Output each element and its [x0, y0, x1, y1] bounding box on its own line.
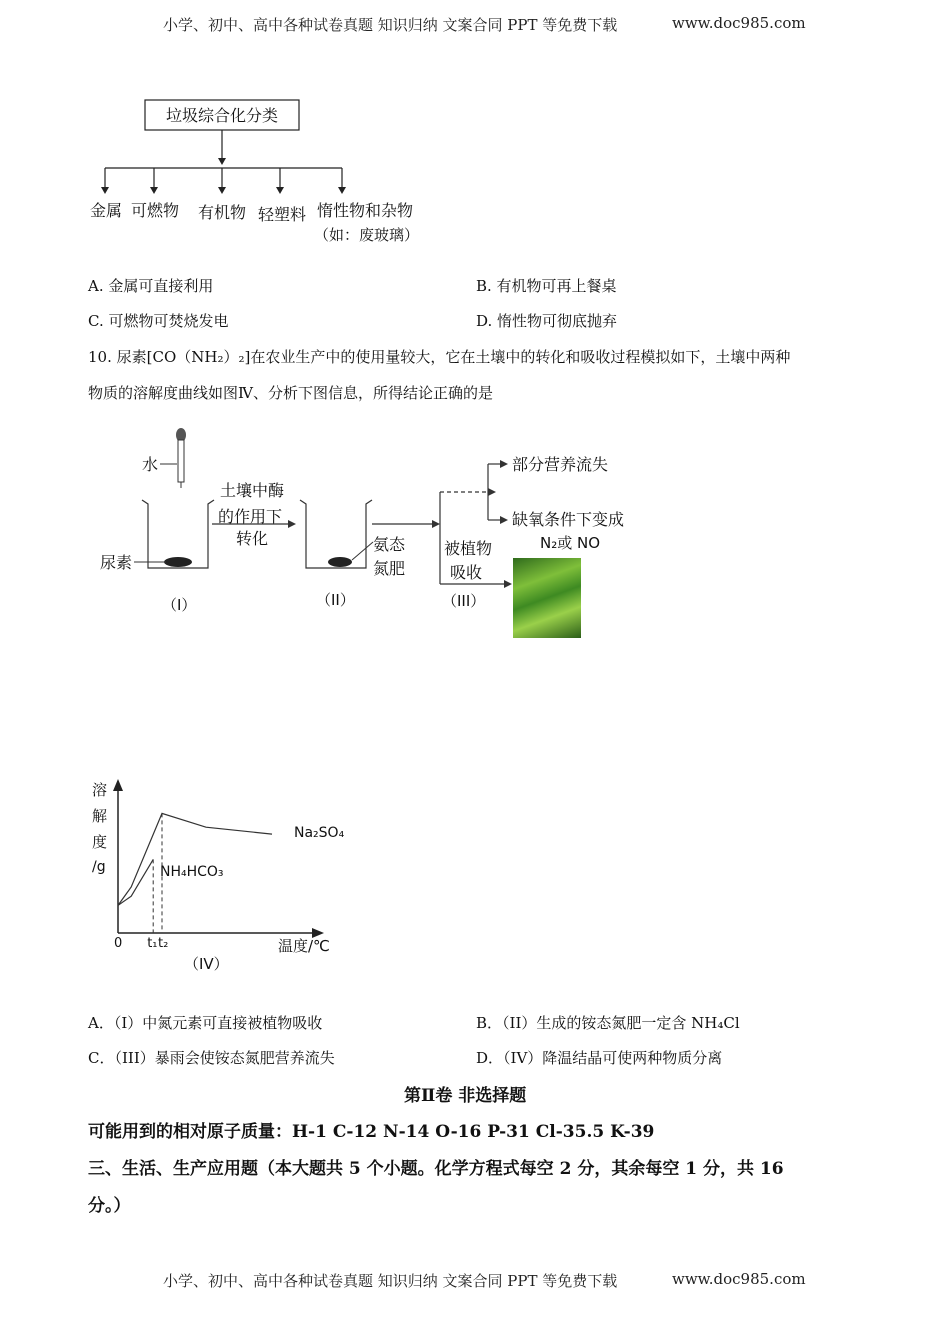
branch-arrows [105, 168, 342, 188]
solubility-chart [88, 775, 358, 980]
garbage-classification-diagram [80, 90, 440, 250]
q9-option-d: D. 惰性物可彻底抛弃 [476, 312, 618, 330]
absorb-line1: 被植物 [444, 539, 493, 558]
root-label: 垃圾综合化分类 [165, 106, 279, 125]
loss-label: 部分营养流失 [512, 455, 609, 474]
ammonium-solid [328, 557, 352, 567]
footer-link[interactable]: www.doc985.com [672, 1270, 806, 1288]
enzyme-line1: 土壤中酶 [220, 481, 285, 500]
q10-option-d: D．（IV）降温结晶可使两种物质分离 [476, 1049, 723, 1067]
q9-option-c: C. 可燃物可焚烧发电 [88, 312, 229, 330]
item-plastic: 轻塑料 [258, 205, 307, 224]
header-link[interactable]: www.doc985.com [672, 14, 806, 32]
dropper-icon [176, 428, 186, 488]
plant-image [513, 558, 581, 638]
label-I: （I） [162, 596, 197, 614]
part3-heading-line1: 三、生活、生产应用题（本大题共 5 个小题。化学方程式每空 2 分，其余每空 1 分，共 16 [88, 1159, 784, 1179]
item-inert: 惰性物和杂物 [317, 201, 414, 220]
tick-0: 0 [114, 936, 123, 951]
ylabel-3: 度 [92, 833, 108, 851]
gas-label: N₂或 NO [540, 534, 601, 552]
header-text: 小学、初中、高中各种试卷真题 知识归纳 文案合同 PPT 等免费下载 [163, 16, 618, 34]
item-inert-note: （如：废玻璃） [314, 226, 420, 244]
tick-t1: t₁ [147, 936, 158, 951]
item-organic: 有机物 [198, 203, 247, 222]
anoxic-label: 缺氧条件下变成 [512, 510, 625, 529]
atomic-masses: 可能用到的相对原子质量：H-1 C-12 N-14 O-16 P-31 Cl-35.5 K-39 [88, 1122, 655, 1142]
tick-t2: t₂ [158, 936, 169, 951]
q10-stem-line1: 10. 尿素[CO（NH₂）₂]在农业生产中的使用量较大，它在土壤中的转化和吸收过程模拟如下，土壤中两种 [88, 348, 791, 366]
q10-option-a: A．（Ⅰ）中氮元素可直接被植物吸收 [88, 1014, 323, 1032]
series-na2so4-line [118, 813, 272, 905]
enzyme-line3: 转化 [236, 529, 269, 548]
q10-option-b: B．（II）生成的铵态氮肥一定含 NH₄Cl [476, 1014, 740, 1032]
part3-heading-line2: 分。） [88, 1196, 131, 1216]
ylabel-1: 溶 [92, 781, 108, 799]
ammonium-line2: 氮肥 [373, 559, 406, 578]
urea-label: 尿素 [100, 553, 133, 572]
item-metal: 金属 [90, 201, 123, 220]
ammonium-line1: 氨态 [373, 535, 406, 554]
ylabel-4: /g [92, 859, 106, 875]
label-II: （II） [316, 591, 355, 609]
chart-title: （IV） [184, 955, 229, 973]
enzyme-line2: 的作用下 [218, 507, 283, 526]
ylabel-2: 解 [92, 807, 108, 825]
item-combustible: 可燃物 [131, 201, 180, 220]
nh4hco3-label: NH₄HCO₃ [160, 864, 224, 880]
q10-option-c: C．（III）暴雨会使铵态氮肥营养流失 [88, 1049, 335, 1067]
q9-option-b: B. 有机物可再上餐桌 [476, 277, 617, 295]
xlabel: 温度/℃ [278, 937, 330, 955]
urea-solid [164, 557, 192, 567]
footer-text: 小学、初中、高中各种试卷真题 知识归纳 文案合同 PPT 等免费下载 [163, 1272, 618, 1290]
water-label: 水 [142, 455, 159, 474]
q10-stem-line2: 物质的溶解度曲线如图Ⅳ、分析下图信息，所得结论正确的是 [88, 384, 493, 402]
na2so4-label: Na₂SO₄ [294, 825, 345, 841]
q9-option-a: A. 金属可直接利用 [88, 277, 214, 295]
section-title: 第Ⅱ卷 非选择题 [404, 1086, 527, 1106]
absorb-line2: 吸收 [450, 563, 483, 582]
label-III: （III） [442, 592, 486, 610]
